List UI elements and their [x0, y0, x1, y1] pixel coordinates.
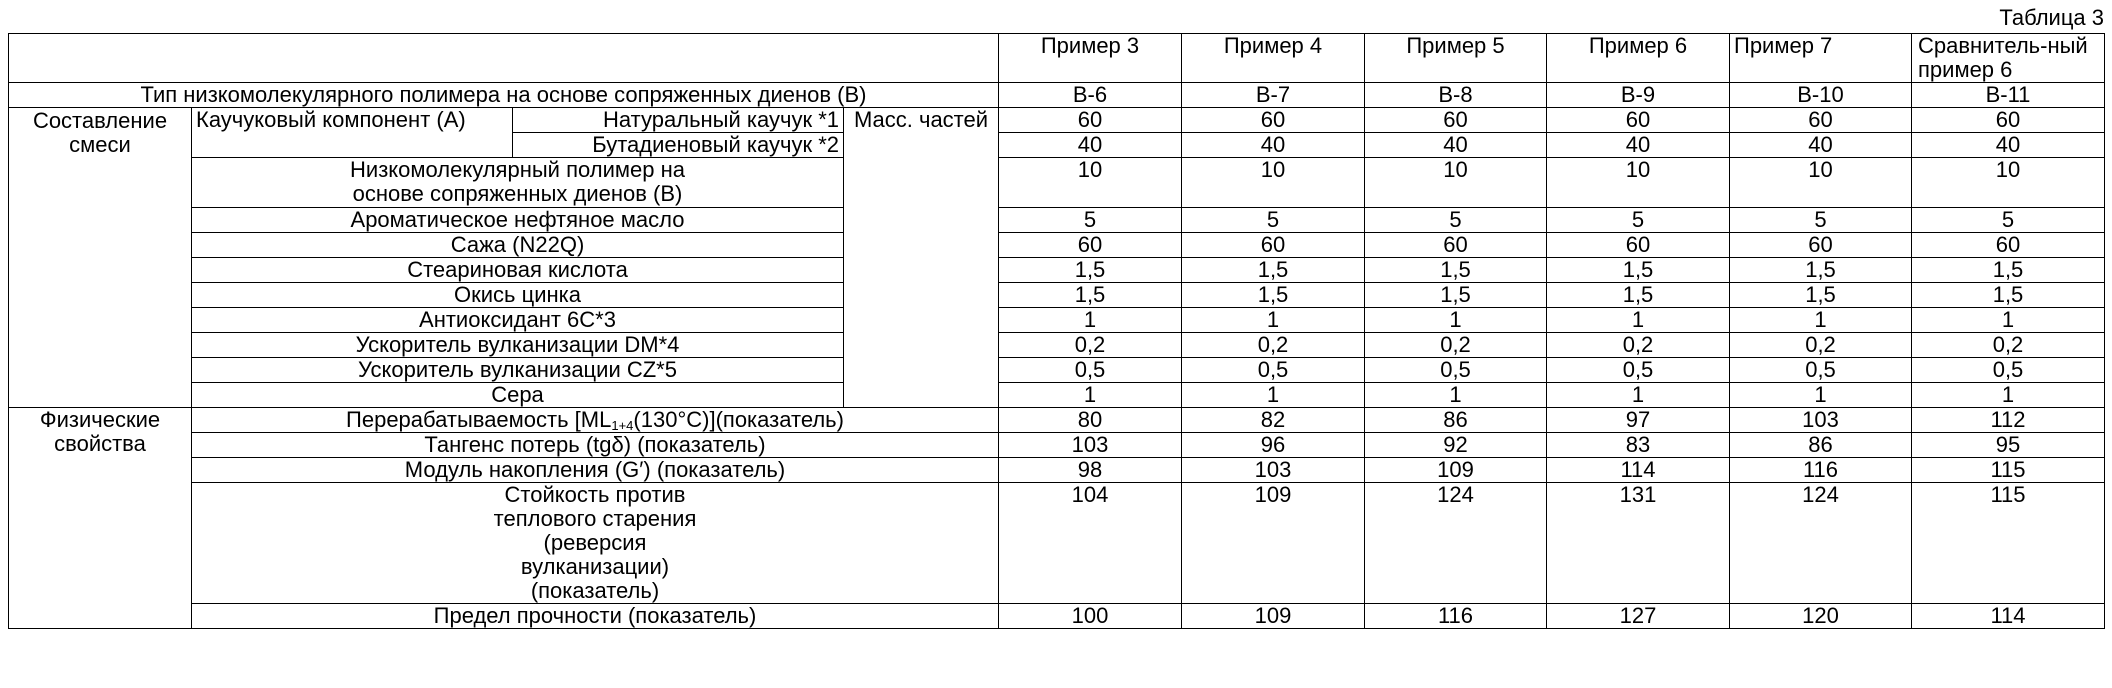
value-cell: B-7 [1182, 83, 1365, 108]
table-row [9, 458, 2105, 483]
value-cell: B-9 [1547, 83, 1730, 108]
value-cell: 83 [1547, 433, 1730, 458]
value-cell: 0,5 [1912, 358, 2105, 383]
value-cell: 0,2 [999, 333, 1182, 358]
value-cell: 60 [1365, 233, 1547, 258]
value-cell: 115 [1912, 458, 2105, 483]
value-cell: 1,5 [1547, 258, 1730, 283]
value-cell: 1 [1365, 383, 1547, 408]
value-cell: 96 [1182, 433, 1365, 458]
value-cell: 1,5 [1365, 258, 1547, 283]
row-label: Ароматическое нефтяное масло [192, 208, 844, 233]
value-cell: 0,2 [1730, 333, 1912, 358]
column-header: Пример 5 [1365, 34, 1547, 83]
value-cell: 60 [1547, 233, 1730, 258]
type-row-label: Тип низкомолекулярного полимера на основе сопряженных диенов (В) [9, 83, 999, 108]
value-cell: 0,5 [1547, 358, 1730, 383]
value-cell: 95 [1912, 433, 2105, 458]
row-label: Сажа (N22Q) [192, 233, 844, 258]
value-cell: 60 [1547, 108, 1730, 133]
row-label: Низкомолекулярный полимер на основе сопряженных диенов (В) [192, 158, 844, 208]
row-label: Ускоритель вулканизации DM*4 [192, 333, 844, 358]
table-row [9, 283, 2105, 308]
value-cell: 60 [1365, 108, 1547, 133]
value-cell: 1,5 [1182, 258, 1365, 283]
value-cell: 1 [1912, 308, 2105, 333]
value-cell: 97 [1547, 408, 1730, 433]
value-cell: 127 [1547, 604, 1730, 629]
value-cell: 5 [1547, 208, 1730, 233]
value-cell: 0,2 [1912, 333, 2105, 358]
empty-header-cell [9, 34, 999, 83]
value-cell: B-8 [1365, 83, 1547, 108]
value-cell: 5 [1365, 208, 1547, 233]
value-cell: 116 [1730, 458, 1912, 483]
value-cell: 40 [1365, 133, 1547, 158]
value-cell: 1 [1730, 308, 1912, 333]
value-cell: 124 [1365, 483, 1547, 604]
value-cell: 60 [1182, 108, 1365, 133]
row-label [192, 408, 999, 433]
value-cell: 0,5 [999, 358, 1182, 383]
value-cell: 114 [1547, 458, 1730, 483]
value-cell: 1 [1912, 383, 2105, 408]
processability-text-end: (130°C)](показатель) [633, 407, 844, 432]
table-row [9, 433, 2105, 458]
value-cell: 104 [999, 483, 1182, 604]
value-cell: 60 [999, 233, 1182, 258]
value-cell: 103 [999, 433, 1182, 458]
value-cell: 1,5 [1182, 283, 1365, 308]
table-row [9, 233, 2105, 258]
table-row [9, 383, 2105, 408]
value-cell: 1 [1182, 308, 1365, 333]
row-label: Натуральный каучук *1 [513, 108, 844, 133]
table-row [9, 358, 2105, 383]
value-cell: B-10 [1730, 83, 1912, 108]
processability-text: Перерабатываемость [ML [346, 407, 612, 432]
value-cell: 40 [1730, 133, 1912, 158]
table-row [9, 308, 2105, 333]
table-row [9, 258, 2105, 283]
value-cell: 120 [1730, 604, 1912, 629]
value-cell: 103 [1182, 458, 1365, 483]
rubber-component-label: Каучуковый компонент (А) [192, 108, 513, 158]
value-cell: 124 [1730, 483, 1912, 604]
row-label: Стеариновая кислота [192, 258, 844, 283]
value-cell: 109 [1182, 604, 1365, 629]
value-cell: 1,5 [999, 258, 1182, 283]
value-cell: 116 [1365, 604, 1547, 629]
row-label: Модуль накопления (G′) (показатель) [192, 458, 999, 483]
value-cell: 103 [1730, 408, 1912, 433]
table-row [9, 604, 2105, 629]
value-cell: 109 [1365, 458, 1547, 483]
value-cell: 40 [1547, 133, 1730, 158]
value-cell: 10 [999, 158, 1182, 208]
table-row [9, 158, 2105, 208]
row-label: Ускоритель вулканизации CZ*5 [192, 358, 844, 383]
value-cell: 131 [1547, 483, 1730, 604]
value-cell: 10 [1365, 158, 1547, 208]
value-cell: 80 [999, 408, 1182, 433]
row-label: Антиоксидант 6С*3 [192, 308, 844, 333]
value-cell: 40 [999, 133, 1182, 158]
value-cell: 5 [1182, 208, 1365, 233]
value-cell: 5 [1912, 208, 2105, 233]
value-cell: 1,5 [999, 283, 1182, 308]
value-cell: B-11 [1912, 83, 2105, 108]
value-cell: B-6 [999, 83, 1182, 108]
column-header: Пример 6 [1547, 34, 1730, 83]
value-cell: 1 [1547, 308, 1730, 333]
composition-group-label: Составление смеси [9, 108, 192, 408]
value-cell: 60 [1730, 233, 1912, 258]
value-cell: 1 [1547, 383, 1730, 408]
value-cell: 0,2 [1365, 333, 1547, 358]
value-cell: 1,5 [1912, 258, 2105, 283]
value-cell: 86 [1730, 433, 1912, 458]
value-cell: 60 [1730, 108, 1912, 133]
value-cell: 1,5 [1730, 283, 1912, 308]
table-row [9, 108, 2105, 133]
value-cell: 1,5 [1912, 283, 2105, 308]
row-label: Стойкость против теплового старения (реверсия вулканизации) (показатель) [192, 483, 999, 604]
value-cell: 1 [1182, 383, 1365, 408]
table-caption: Таблица 3 [1999, 5, 2104, 30]
value-cell: 10 [1730, 158, 1912, 208]
value-cell: 1 [1730, 383, 1912, 408]
value-cell: 40 [1912, 133, 2105, 158]
data-table [8, 33, 2105, 629]
value-cell: 0,2 [1182, 333, 1365, 358]
value-cell: 0,2 [1547, 333, 1730, 358]
value-cell: 60 [1182, 233, 1365, 258]
value-cell: 5 [1730, 208, 1912, 233]
value-cell: 60 [1912, 108, 2105, 133]
value-cell: 1,5 [1730, 258, 1912, 283]
value-cell: 1 [999, 383, 1182, 408]
value-cell: 10 [1182, 158, 1365, 208]
table-row [9, 333, 2105, 358]
value-cell: 5 [999, 208, 1182, 233]
table-row [9, 408, 2105, 433]
column-header: Сравнитель-ный пример 6 [1912, 34, 2105, 83]
row-label: Предел прочности (показатель) [192, 604, 999, 629]
value-cell: 0,5 [1182, 358, 1365, 383]
table-row [9, 34, 2105, 83]
table-row [9, 483, 2105, 604]
value-cell: 100 [999, 604, 1182, 629]
row-label: Бутадиеновый каучук *2 [513, 133, 844, 158]
value-cell: 60 [999, 108, 1182, 133]
table-row [9, 83, 2105, 108]
row-label: Сера [192, 383, 844, 408]
value-cell: 0,5 [1365, 358, 1547, 383]
table-row [9, 208, 2105, 233]
value-cell: 109 [1182, 483, 1365, 604]
value-cell: 1,5 [1547, 283, 1730, 308]
column-header: Пример 3 [999, 34, 1182, 83]
physical-group-label: Физические свойства [9, 408, 192, 629]
row-label: Тангенс потерь (tgδ) (показатель) [192, 433, 999, 458]
value-cell: 1 [999, 308, 1182, 333]
value-cell: 10 [1547, 158, 1730, 208]
value-cell: 112 [1912, 408, 2105, 433]
row-label: Окись цинка [192, 283, 844, 308]
value-cell: 1 [1365, 308, 1547, 333]
value-cell: 86 [1365, 408, 1547, 433]
value-cell: 92 [1365, 433, 1547, 458]
column-header: Пример 4 [1182, 34, 1365, 83]
value-cell: 98 [999, 458, 1182, 483]
processability-subscript: 1+4 [611, 418, 634, 433]
unit-label: Масс. частей [844, 108, 999, 408]
column-header: Пример 7 [1730, 34, 1912, 83]
value-cell: 114 [1912, 604, 2105, 629]
value-cell: 82 [1182, 408, 1365, 433]
value-cell: 1,5 [1365, 283, 1547, 308]
value-cell: 115 [1912, 483, 2105, 604]
value-cell: 0,5 [1730, 358, 1912, 383]
value-cell: 60 [1912, 233, 2105, 258]
value-cell: 10 [1912, 158, 2105, 208]
value-cell: 40 [1182, 133, 1365, 158]
